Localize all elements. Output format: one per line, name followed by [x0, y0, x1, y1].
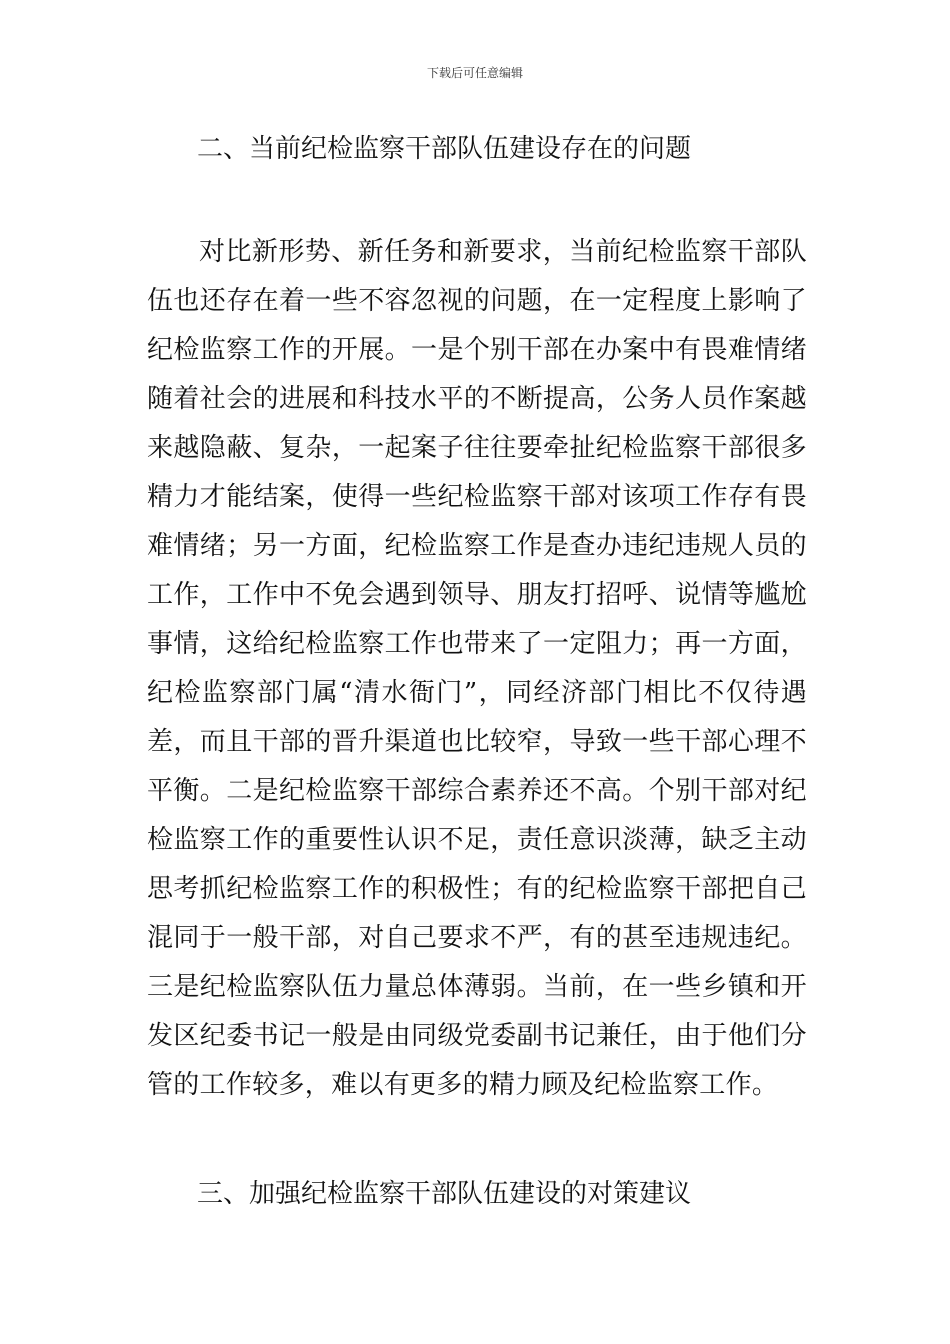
section-heading-suggestions: 三、加强纪检监察干部队伍建设的对策建议: [197, 1179, 692, 1209]
body-paragraph-problems: 对比新形势、新任务和新要求，当前纪检监察干部队伍也还存在着一些不容忽视的问题，在一定程度上影响了纪检监察工作的开展。一是个别干部在办案中有畏难情绪随着社会的进展和科技水平的不断提高，公务人员作案越来越隐蔽、复杂，一起案子往往要牵扯纪检监察干部很多精力才能结案，使得一些纪检监察干部对该项工作存有畏难情绪；另一方面，纪检监察工作是查办违纪违规人员的工作，工作中不免会遇到领导、朋友打招呼、说情等尴尬事情，这给纪检监察工作也带来了一定阻力；再一方面，纪检监察部门属“清水衙门”，同经济部门相比不仅待遇差，而且干部的晋升渠道也比较窄，导致一些干部心理不平衡。二是纪检监察干部综合素养还不高。个别干部对纪检监察工作的重要性认识不足，责任意识淡薄，缺乏主动思考抓纪检监察工作的积极性；有的纪检监察干部把自己混同于一般干部，对自己要求不严，有的甚至违规违纪。三是纪检监察队伍力量总体薄弱。当前，在一些乡镇和开发区纪委书记一般是由同级党委副书记兼任，由于他们分管的工作较多，难以有更多的精力顾及纪检监察工作。: [147, 237, 807, 1100]
section-heading-problems: 二、当前纪检监察干部队伍建设存在的问题: [197, 134, 692, 164]
page-header-note: 下载后可任意编辑: [426, 66, 523, 80]
